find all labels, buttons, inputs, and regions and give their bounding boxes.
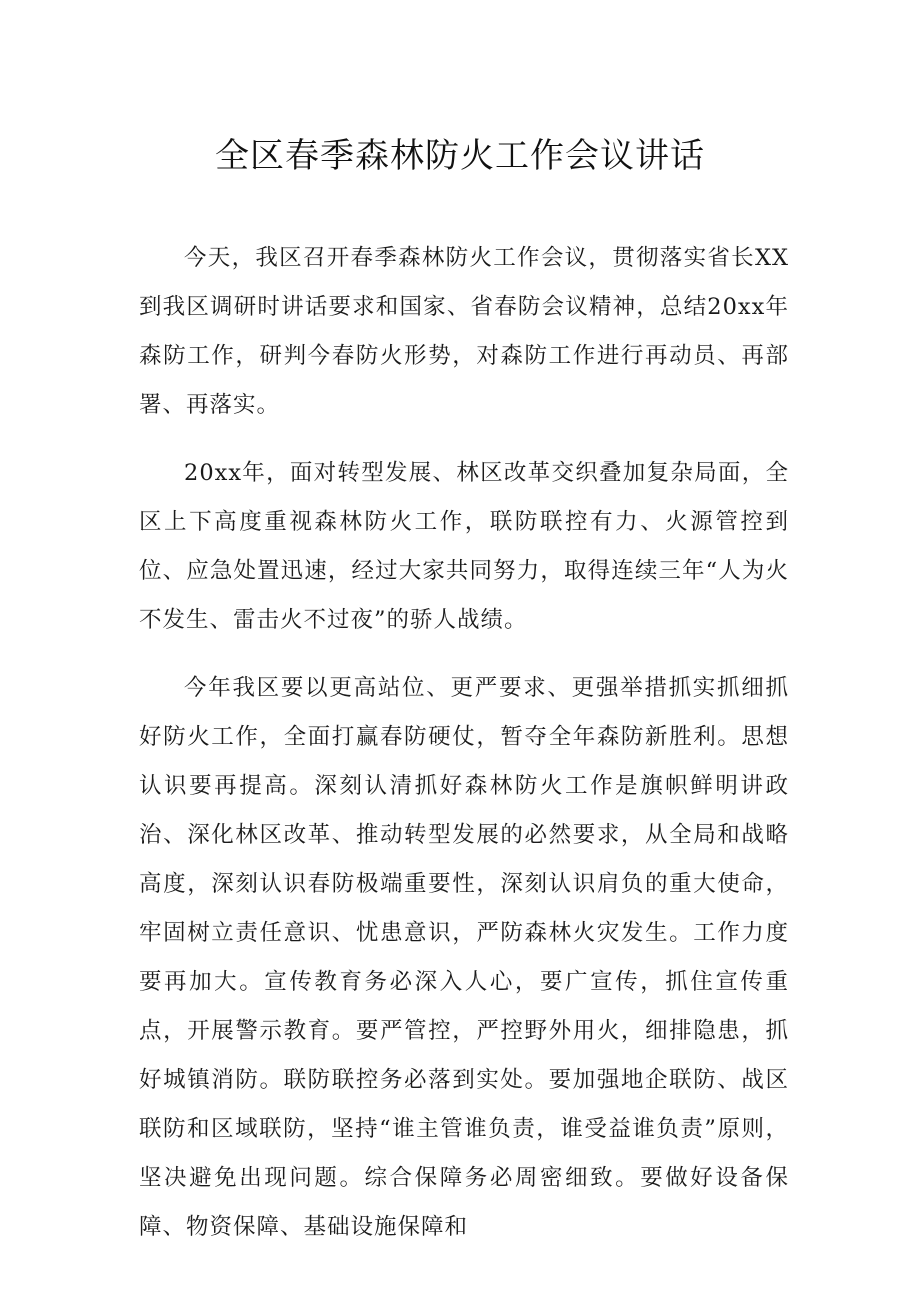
paragraph-2: 20xx年，面对转型发展、林区改革交织叠加复杂局面，全区上下高度重视森林防火工作，联防联控有力、火源管控到位、应急处置迅速，经过大家共同努力，取得连续三年“人为火不发生、雷击火不过夜”的骄人战绩。 (139, 460, 789, 633)
paragraph-1: 今天，我区召开春季森林防火工作会议，贯彻落实省长XX到我区调研时讲话要求和国家、省春防会议精神，总结20xx年森防工作，研判今春防火形势，对森防工作进行再动员、再部署、再落实。 (139, 245, 789, 418)
document-body (139, 234, 789, 1271)
document-title: 全区春季森林防火工作会议讲话 (215, 136, 705, 176)
paragraph-3: 今年我区要以更高站位、更严要求、更强举措抓实抓细抓好防火工作，全面打赢春防硬仗，暂夺全年森防新胜利。思想认识要再提高。深刻认清抓好森林防火工作是旗帜鲜明讲政治、深化林区改革、推动转型发展的必然要求，从全局和战略高度，深刻认识春防极端重要性，深刻认识肩负的重大使命，牢固树立责任意识、忧患意识，严防森林火灾发生。工作力度要再加大。宣传教育务必深入人心，要广宣传，抓住宣传重点，开展警示教育。要严管控，严控野外用火，细排隐患，抓好城镇消防。联防联控务必落到实处。要加强地企联防、战区联防和区域联防，坚持“谁主管谁负责，谁受益谁负责”原则，坚决避免出现问题。综合保障务必周密细致。要做好设备保障、物资保障、基础设施保障和 (139, 675, 789, 1240)
